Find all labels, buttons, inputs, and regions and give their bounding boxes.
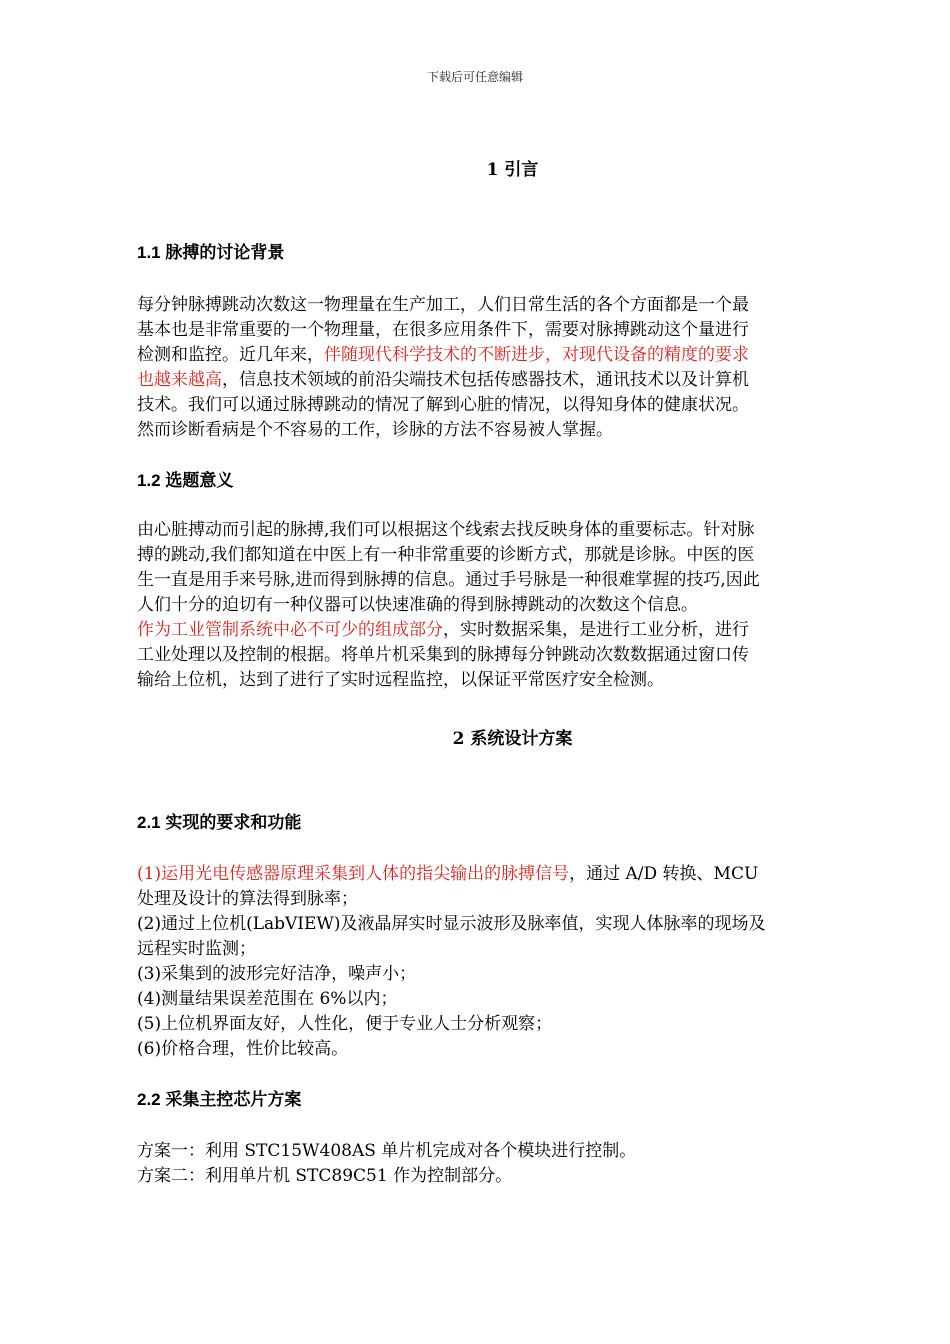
section-2-1-heading: 2.1 实现的要求和功能 — [137, 813, 302, 832]
highlighted-text: 伴随现代科学技术的不断进步，对现代设备的精度的要求 — [324, 345, 749, 365]
header-note: 下载后可任意编辑 — [426, 70, 523, 84]
text-run: ，信息技术领域的前沿尖端技术包括传感器技术，通讯技术以及计算机 — [222, 370, 749, 390]
section-1-2-paragraph — [137, 518, 837, 693]
list-item: (3)采集到的波形完好洁净，噪声小； — [137, 964, 417, 984]
list-item-continuation: 远程实时监测； — [137, 939, 256, 959]
text-run: ，实时数据采集，是进行工业分析，进行 — [443, 620, 749, 640]
text-line — [137, 343, 837, 368]
list-item: (2)通过上位机(LabVIEW)及液晶屏实时显示波形及脉率值，实现人体脉率的现场及 — [137, 914, 766, 934]
highlighted-text: (1)运用光电传感器原理采集到人体的指尖输出的脉搏信号 — [137, 864, 570, 884]
section-1-1-paragraph — [137, 293, 837, 443]
text-line: 生一直是用手来号脉,进而得到脉搏的信息。通过手号脉是一种很难掌握的技巧,因此 — [137, 570, 760, 590]
text-line: 每分钟脉搏跳动次数这一物理量在生产加工，人们日常生活的各个方面都是一个最 — [137, 295, 749, 315]
text-line: 搏的跳动,我们都知道在中医上有一种非常重要的诊断方式，那就是诊脉。中医的医 — [137, 545, 755, 565]
list-item-continuation: 处理及设计的算法得到脉率； — [137, 889, 358, 909]
text-line: 由心脏搏动而引起的脉搏,我们可以根据这个线索去找反映身体的重要标志。针对脉 — [137, 520, 755, 540]
text-line: 人们十分的迫切有一种仪器可以快速准确的得到脉搏跳动的次数这个信息。 — [137, 595, 698, 615]
chapter-2-title: 2 系统设计方案 — [452, 729, 573, 749]
highlighted-text: 作为工业管制系统中必不可少的组成部分 — [137, 620, 443, 640]
text-line: 工业处理以及控制的根据。将单片机采集到的脉搏每分钟跳动次数数据通过窗口传 — [137, 645, 749, 665]
list-item — [137, 862, 837, 887]
text-line — [137, 368, 837, 393]
chapter-1-title: 1 引言 — [486, 160, 539, 180]
section-2-2-options — [137, 1139, 837, 1189]
option-line: 方案二：利用单片机 STC89C51 作为控制部分。 — [137, 1166, 513, 1186]
text-line: 基本也是非常重要的一个物理量，在很多应用条件下，需要对脉搏跳动这个量进行 — [137, 320, 749, 340]
section-1-2-heading: 1.2 选题意义 — [137, 471, 234, 490]
option-line: 方案一：利用 STC15W408AS 单片机完成对各个模块进行控制。 — [137, 1141, 637, 1161]
text-line — [137, 618, 837, 643]
section-2-2-heading: 2.2 采集主控芯片方案 — [137, 1090, 302, 1109]
highlighted-text: 也越来越高 — [137, 370, 222, 390]
text-line: 技术。我们可以通过脉搏跳动的情况了解到心脏的情况，以得知身体的健康状况。 — [137, 395, 749, 415]
list-item: (4)测量结果误差范围在 6%以内； — [137, 989, 398, 1009]
section-1-1-heading: 1.1 脉搏的讨论背景 — [137, 243, 285, 262]
text-run: 检测和监控。近几年来， — [137, 345, 324, 365]
text-run: ，通过 A/D 转换、MCU — [569, 864, 759, 884]
section-2-1-list — [137, 862, 837, 1062]
list-item: (6)价格合理，性价比较高。 — [137, 1039, 349, 1059]
text-line: 输给上位机，达到了进行了实时远程监控，以保证平常医疗安全检测。 — [137, 670, 664, 690]
text-line: 然而诊断看病是个不容易的工作，诊脉的方法不容易被人掌握。 — [137, 420, 613, 440]
list-item: (5)上位机界面友好，人性化，便于专业人士分析观察； — [137, 1014, 553, 1034]
